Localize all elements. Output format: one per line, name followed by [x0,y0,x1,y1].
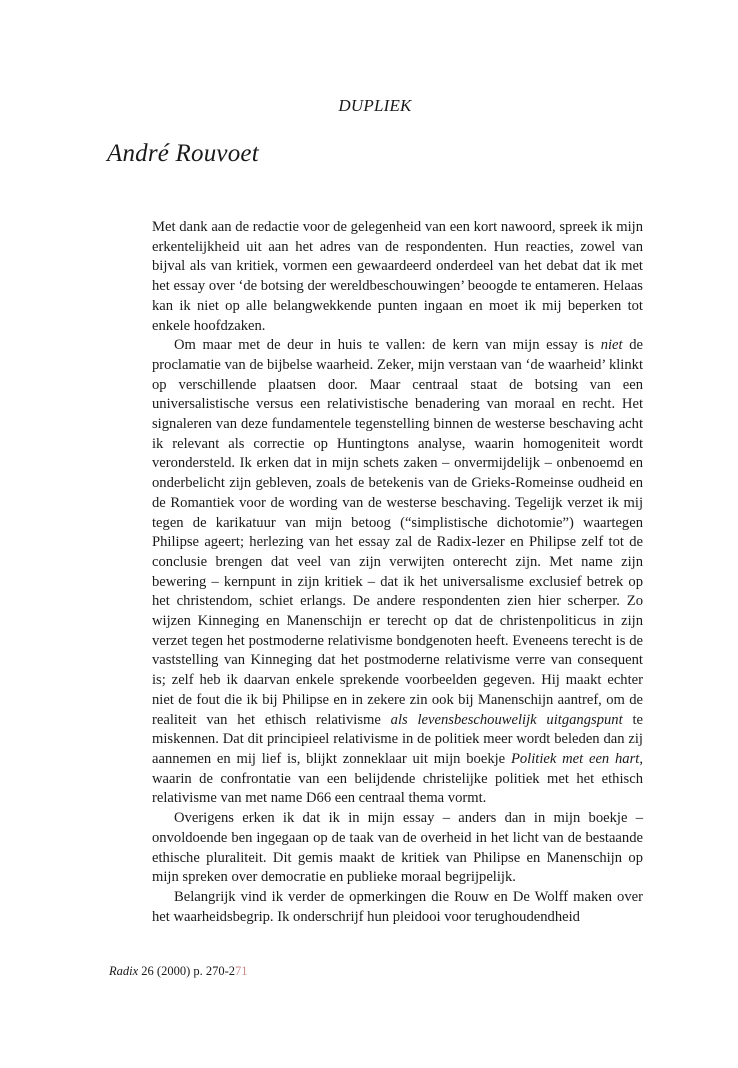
page-footer-citation [109,964,248,979]
article-body [152,218,643,927]
body-paragraph [152,336,643,809]
citation-page-end: 71 [235,964,248,978]
paragraph-text: de proclamatie van de bijbelse waarheid. Zeker, mijn verstaan van ‘de waarheid’ klinkt op verschillende plaatsen door. Maar centraal staat de botsing van een universalistische versus een relativistische benadering van moraal en recht. Het signaleren van deze fundamentele tegenstelling binnen de westerse beschaving acht ik relevant als correctie op Huntingtons analyse, waarin homogeniteit wordt verondersteld. Ik erken dat in mijn schets zaken – onvermijdelijk – onbenoemd en onderbelicht zijn gebleven, zoals de betekenis van de Grieks-Romeinse oudheid en de Romantiek voor de wording van de westerse beschaving. Tegelijk verzet ik mij tegen de karikatuur van mijn betoog (“simplistische dichotomie”) waartegen Philipse ageert; herlezing van het essay zal de Radix-lezer en Philipse zelf tot de conclusie brengen dat veel van zijn verwijten onterecht zijn. Met name zijn bewering – kernpunt in zijn kritiek – dat ik het universalisme exclusief betrek op het christendom, schiet erlangs. De andere respondenten zien hier scherper. Zo wijzen Kinneging en Manenschijn er terecht op dat de christenpoliticus in zijn verzet tegen het postmoderne relativisme bondgenoten heeft. Eveneens terecht is de vaststelling van Kinneging dat het postmoderne relativisme verre van consequent is; zelf heb ik daarvan enkele sprekende voorbeelden gegeven. Hij maakt echter niet de fout die ik bij Philipse en in zekere zin ook bij Manenschijn aantref, om de realiteit van het ethisch relativisme [152,337,643,728]
paragraph-text: Met dank aan de redactie voor de gelegenheid van een kort nawoord, spreek ik mijn erkentelijkheid uit aan het adres van de respondenten. Hun reacties, zowel van bijval als van kritiek, vormen een gewaardeerd onderdeel van het debat dat ik met het essay over ‘de botsing der wereldbeschouwingen’ beoogde te entameren. Helaas kan ik niet op alle belangwekkende punten ingaan en moet ik mij beperken tot enkele hoofdzaken. [152,219,643,334]
paragraph-text: , waarin de confrontatie van een belijdende christelijke politiek met het ethisch relativisme van met name D66 een centraal thema vormt. [152,750,643,807]
body-paragraph [152,218,643,336]
paragraph-text: Om maar met de deur in huis te vallen: de kern van mijn essay is [174,337,601,354]
section-label: DUPLIEK [338,96,412,115]
emphasized-text: niet [600,337,623,354]
paragraph-text: te miskennen. Dat dit principieel relativisme in de politiek meer wordt beleden dan zij aannemen en mij lief is, blijkt zonneklaar uit mijn boekje [152,711,643,767]
emphasized-text: Politiek met een hart [510,750,640,767]
paragraph-text: Belangrijk vind ik verder de opmerkingen die Rouw en De Wolff maken over het waarheidsbegrip. Ik onderschrijf hun pleidooi voor terughoudendheid [152,888,643,925]
emphasized-text: als levensbeschouwelijk uitgangspunt [390,711,623,728]
citation-text: 26 (2000) p. 270-2 [138,964,236,978]
body-paragraph [152,888,643,927]
journal-name: Radix [109,964,139,978]
body-paragraph [152,809,643,888]
paragraph-text: Overigens erken ik dat ik in mijn essay – anders dan in mijn boekje – onvoldoende ben ingegaan op de taak van de overheid in het licht van de bestaande ethische pluraliteit. Dit gemis maakt de kritiek van Philipse en Manenschijn op mijn spreken over democratie en publieke moraal begrijpelijk. [152,810,643,886]
author-name: André Rouvoet [107,140,259,167]
